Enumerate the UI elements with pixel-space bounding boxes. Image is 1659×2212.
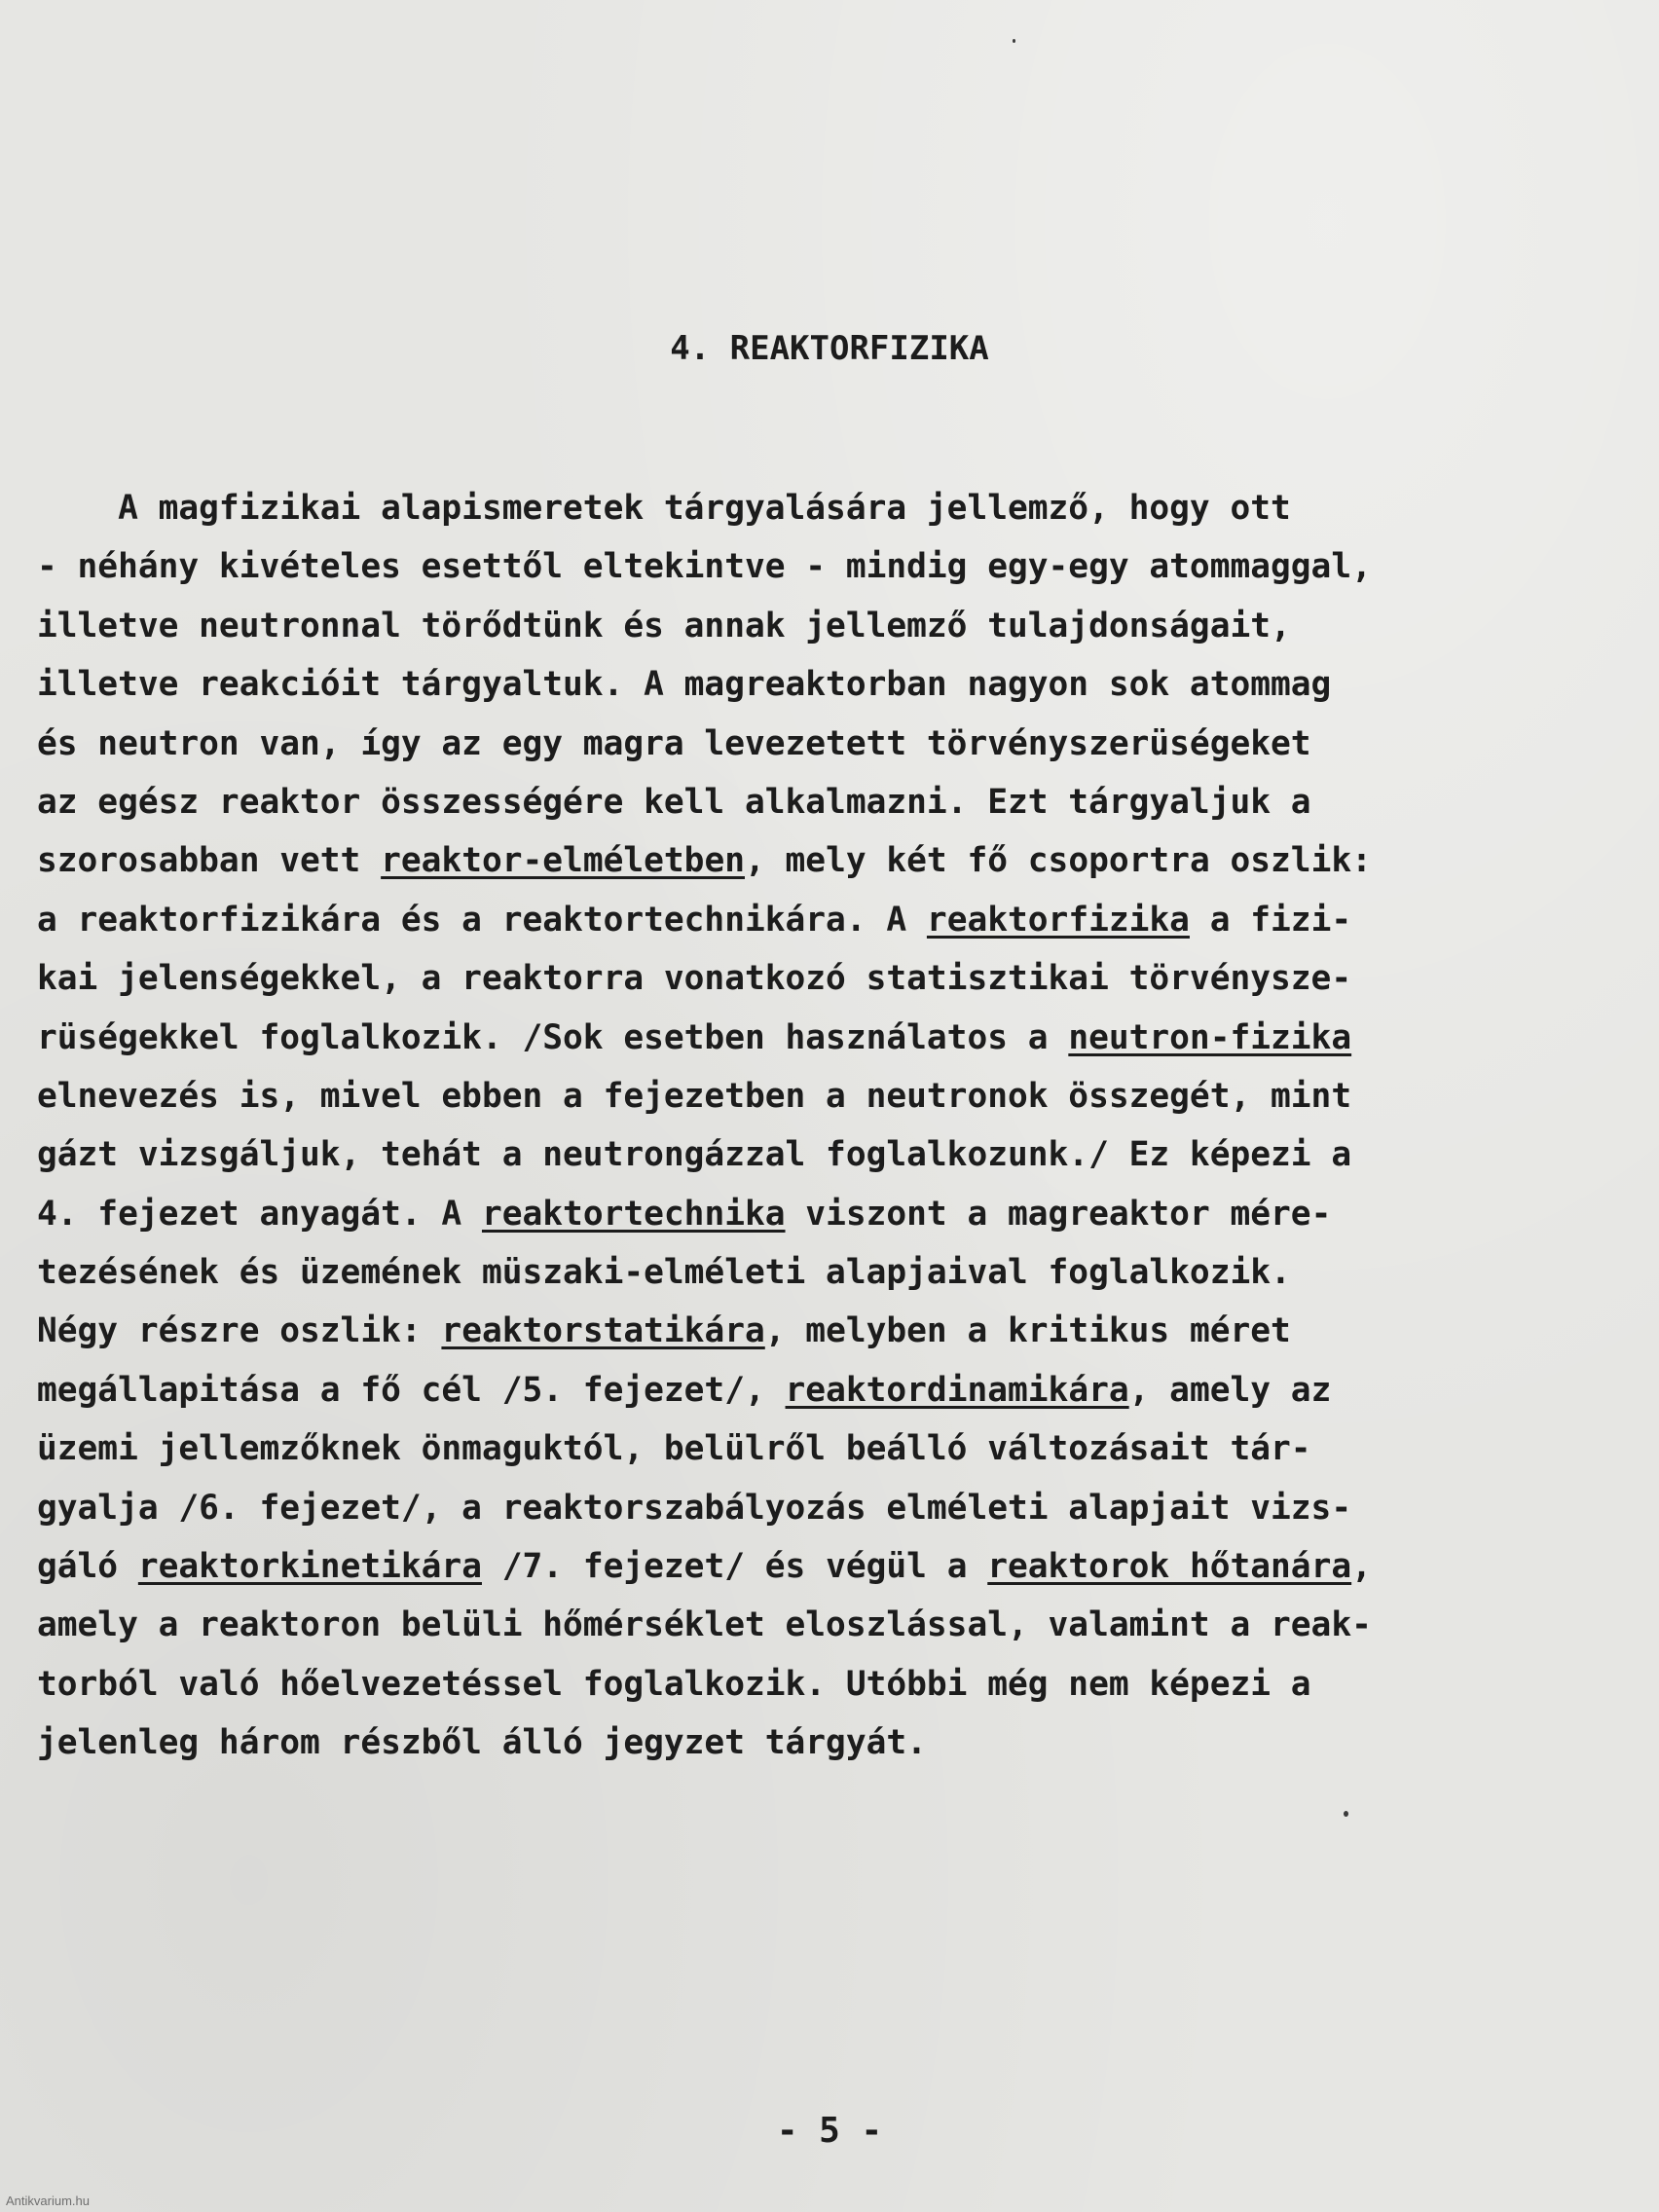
text-segment: A magfizikai alapismeretek tárgyalására jellemző, hogy ott xyxy=(37,489,1291,528)
text-segment: , mely két fő csoportra oszlik: xyxy=(744,841,1372,881)
text-line xyxy=(37,1125,1634,1184)
text-segment: és neutron van, így az egy magra levezetett törvényszerüségeket xyxy=(37,723,1311,763)
text-segment: gázt vizsgáljuk, tehát a neutrongázzal foglalkozunk./ Ez képezi a xyxy=(37,1135,1352,1175)
text-segment: /7. fejezet/ és végül a xyxy=(481,1547,988,1587)
text-segment: jelenleg három részből álló jegyzet tárgyát. xyxy=(37,1723,927,1763)
ink-speck xyxy=(1344,1811,1348,1817)
text-line xyxy=(37,949,1634,1008)
text-line xyxy=(37,1714,1634,1772)
text-segment: kai jelenségekkel, a reaktorra vonatkozó statisztikai törvénysze- xyxy=(37,959,1352,999)
text-line xyxy=(37,831,1634,890)
text-segment: rüségekkel foglalkozik. /Sok esetben használatos a xyxy=(37,1017,1069,1057)
text-segment: elnevezés is, mivel ebben a fejezetben a neutronok összegét, mint xyxy=(37,1076,1352,1116)
underlined-term: reaktorstatikára xyxy=(441,1311,765,1351)
text-segment: , amely az xyxy=(1128,1370,1332,1410)
text-segment: illetve reakcióit tárgyaltuk. A magreaktorban nagyon sok atommag xyxy=(37,665,1332,705)
underlined-term: reaktor-elméletben xyxy=(381,841,745,881)
text-segment: megállapitása a fő cél /5. fejezet/, xyxy=(37,1370,786,1410)
text-segment: a fizi- xyxy=(1189,900,1352,940)
text-line xyxy=(37,1596,1634,1654)
text-segment: gyalja /6. fejezet/, a reaktorszabályozás elméleti alapjait vizs- xyxy=(37,1488,1352,1528)
text-segment: , melyben a kritikus méret xyxy=(764,1311,1291,1351)
text-line xyxy=(37,655,1634,714)
text-line xyxy=(37,1009,1634,1067)
text-line xyxy=(37,773,1634,831)
text-segment: , xyxy=(1351,1547,1372,1587)
text-segment: gáló xyxy=(37,1547,138,1587)
text-line xyxy=(37,715,1634,773)
text-line xyxy=(37,1419,1634,1478)
text-segment: torból való hőelvezetéssel foglalkozik. Utóbbi még nem képezi a xyxy=(37,1664,1311,1704)
text-line xyxy=(37,537,1634,596)
body-text xyxy=(37,479,1634,1773)
text-segment: amely a reaktoron belüli hőmérséklet eloszlással, valamint a reak- xyxy=(37,1605,1372,1645)
text-segment: Négy részre oszlik: xyxy=(37,1311,442,1351)
text-segment: a reaktorfizikára és a reaktortechnikára. A xyxy=(37,900,927,940)
text-line xyxy=(37,1655,1634,1714)
text-segment: illetve neutronnal törődtünk és annak jellemző tulajdonságait, xyxy=(37,606,1291,645)
text-line xyxy=(37,891,1634,949)
text-segment: viszont a magreaktor mére- xyxy=(785,1194,1332,1234)
page-number: - 5 - xyxy=(776,2111,883,2151)
text-line xyxy=(37,1302,1634,1360)
text-segment: 4. fejezet anyagát. A xyxy=(37,1194,482,1234)
text-line xyxy=(37,1537,1634,1596)
underlined-term: reaktortechnika xyxy=(481,1194,786,1234)
text-segment: - néhány kivételes esettől eltekintve - mindig egy-egy atommaggal, xyxy=(37,547,1372,587)
text-line xyxy=(37,479,1634,537)
underlined-term: reaktorok hőtanára xyxy=(987,1547,1352,1587)
text-line xyxy=(37,1479,1634,1537)
text-segment: üzemi jellemzőknek önmaguktól, belülről beálló változásait tár- xyxy=(37,1429,1311,1469)
underlined-term: reaktordinamikára xyxy=(785,1370,1129,1410)
text-line xyxy=(37,1361,1634,1419)
text-segment: szorosabban vett xyxy=(37,841,382,881)
chapter-title: 4. REAKTORFIZIKA xyxy=(670,329,989,368)
text-segment: tezésének és üzemének müszaki-elméleti alapjaival foglalkozik. xyxy=(37,1253,1291,1293)
text-segment: az egész reaktor összességére kell alkalmazni. Ezt tárgyaljuk a xyxy=(37,782,1311,822)
text-line xyxy=(37,1243,1634,1302)
text-line xyxy=(37,597,1634,655)
underlined-term: reaktorkinetikára xyxy=(137,1547,482,1587)
text-line xyxy=(37,1067,1634,1125)
underlined-term: neutron-fizika xyxy=(1068,1017,1352,1057)
text-line xyxy=(37,1185,1634,1243)
watermark: Antikvarium.hu xyxy=(6,2194,90,2208)
underlined-term: reaktorfizika xyxy=(926,900,1190,940)
ink-speck xyxy=(1013,39,1015,43)
